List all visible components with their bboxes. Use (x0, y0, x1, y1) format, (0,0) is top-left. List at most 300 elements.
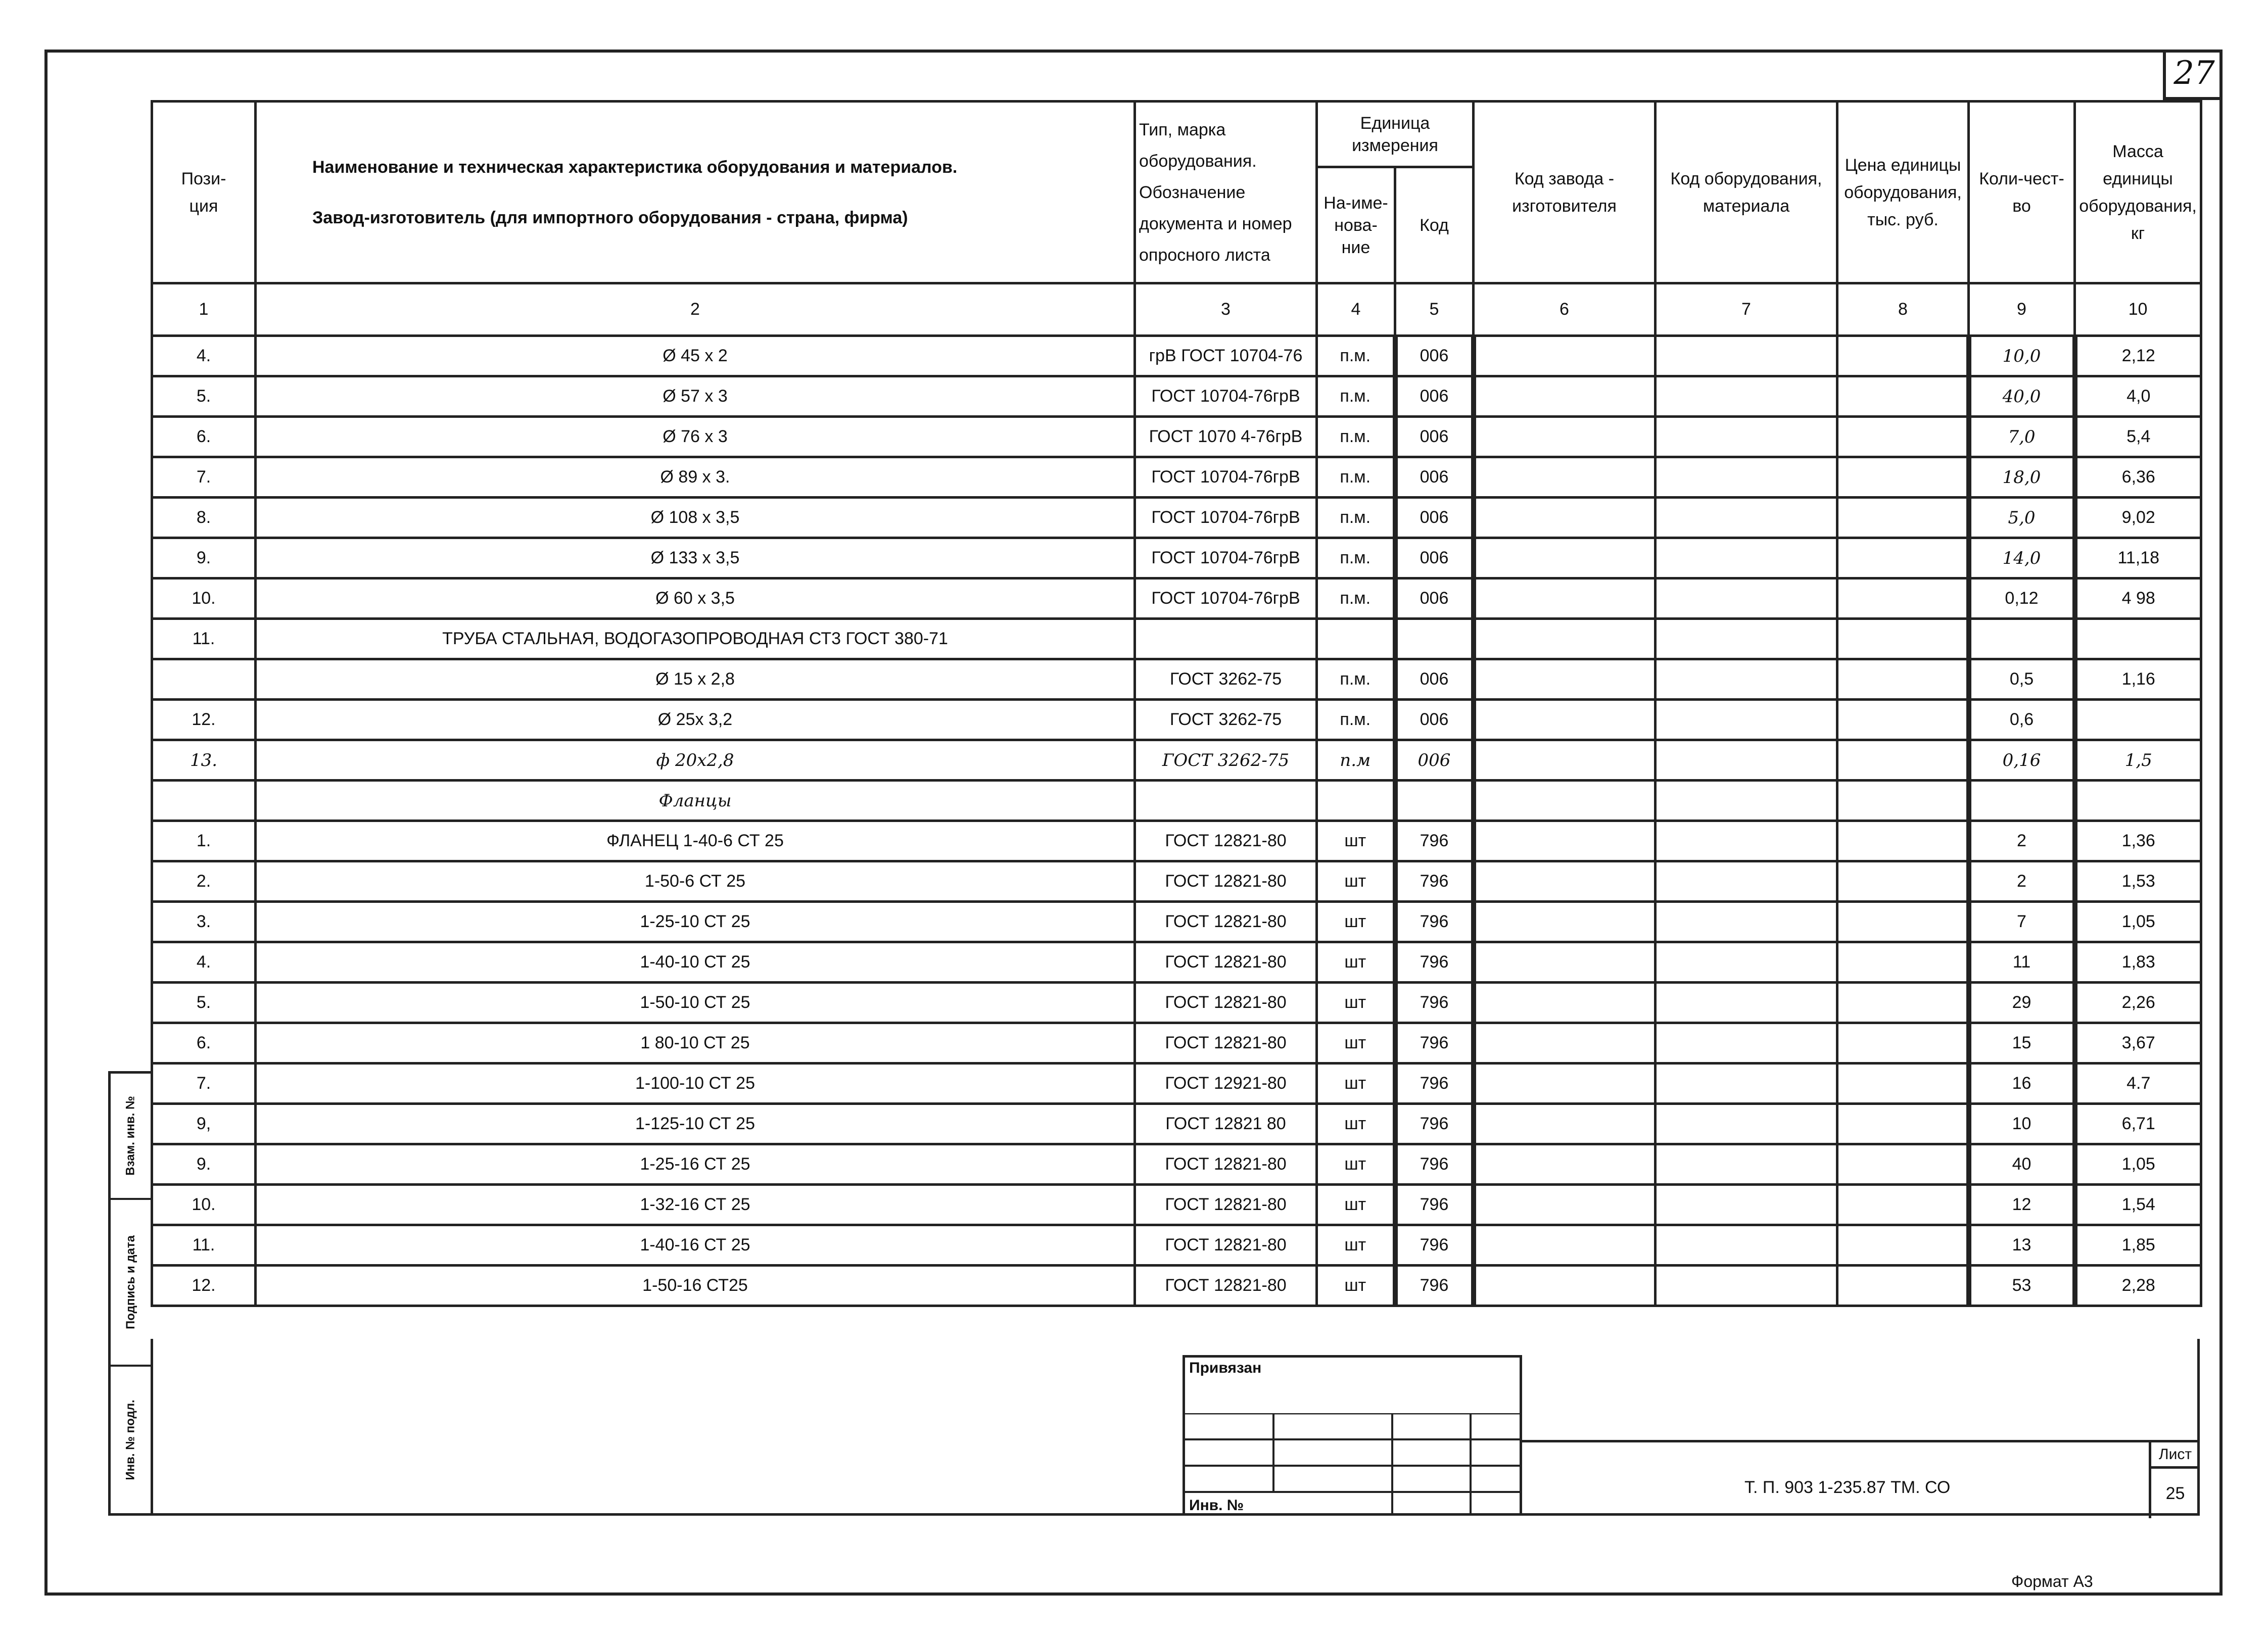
sheet-number: 25 (2149, 1469, 2199, 1518)
cell-name: 1-50-10 СТ 25 (256, 983, 1135, 1023)
cell-pos: 4. (152, 942, 256, 983)
cell-empty (1837, 376, 1969, 417)
cell-mass: 1,36 (2075, 821, 2201, 861)
table-row (152, 942, 2201, 983)
cell-unit (1317, 619, 1395, 659)
cell-code (1395, 781, 1474, 821)
cell-empty (1474, 902, 1656, 942)
cell-doc: ГОСТ 12821-80 (1135, 1144, 1317, 1185)
cell-code: 796 (1395, 942, 1474, 983)
cell-empty (1837, 1185, 1969, 1225)
cell-qty: 13 (1969, 1225, 2075, 1266)
cell-qty: 2 (1969, 861, 2075, 902)
header-unit: Единица измерения (1317, 102, 1474, 167)
table-row (152, 1266, 2201, 1306)
col-num: 3 (1135, 283, 1317, 336)
table-row (152, 902, 2201, 942)
cell-unit: п.м. (1317, 376, 1395, 417)
cell-name: ФЛАНЕЦ 1-40-6 СТ 25 (256, 821, 1135, 861)
cell-code (1395, 619, 1474, 659)
cell-unit: п.м. (1317, 498, 1395, 538)
cell-empty (1837, 700, 1969, 740)
cell-empty (1656, 417, 1837, 457)
cell-mass: 6,36 (2075, 457, 2201, 498)
header-unit-code: Код (1395, 167, 1474, 283)
cell-pos: 9. (152, 1144, 256, 1185)
cell-code: 006 (1395, 740, 1474, 781)
cell-code: 006 (1395, 498, 1474, 538)
cell-doc: ГОСТ 12821-80 (1135, 1225, 1317, 1266)
cell-empty (1656, 1185, 1837, 1225)
table-row (152, 700, 2201, 740)
cell-name: Ø 57 x 3 (256, 376, 1135, 417)
cell-unit: п.м (1317, 740, 1395, 781)
cell-unit: шт (1317, 861, 1395, 902)
cell-name: 1-25-10 СТ 25 (256, 902, 1135, 942)
cell-empty (1656, 659, 1837, 700)
cell-name: ф 20x2,8 (256, 740, 1135, 781)
cell-pos: 5. (152, 983, 256, 1023)
col-num: 2 (256, 283, 1135, 336)
cell-qty: 29 (1969, 983, 2075, 1023)
cell-pos: 7. (152, 457, 256, 498)
cell-pos: 1. (152, 821, 256, 861)
cell-unit: п.м. (1317, 659, 1395, 700)
cell-empty (1837, 1064, 1969, 1104)
col-num: 8 (1837, 283, 1969, 336)
cell-doc: ГОСТ 12821-80 (1135, 1185, 1317, 1225)
cell-name: Ø 25x 3,2 (256, 700, 1135, 740)
cell-code: 796 (1395, 1104, 1474, 1144)
cell-empty (1474, 578, 1656, 619)
table-row (152, 417, 2201, 457)
col-num: 5 (1395, 283, 1474, 336)
cell-pos: 4. (152, 336, 256, 376)
cell-mass: 4 98 (2075, 578, 2201, 619)
cell-empty (1837, 578, 1969, 619)
cell-empty (1474, 942, 1656, 983)
header-unit-name: На-име-нова-ние (1317, 167, 1395, 283)
table-row (152, 457, 2201, 498)
cell-empty (1474, 740, 1656, 781)
table-row (152, 1023, 2201, 1064)
cell-empty (1474, 821, 1656, 861)
cell-empty (1656, 1144, 1837, 1185)
table-row (152, 376, 2201, 417)
cell-unit: шт (1317, 942, 1395, 983)
cell-empty (1837, 1266, 1969, 1306)
cell-qty: 7,0 (1969, 417, 2075, 457)
cell-empty (1656, 578, 1837, 619)
cell-empty (1837, 417, 1969, 457)
cell-empty (1474, 376, 1656, 417)
cell-code: 006 (1395, 700, 1474, 740)
cell-doc: ГОСТ 10704-76грВ (1135, 457, 1317, 498)
cell-unit: шт (1317, 1266, 1395, 1306)
cell-name: 1-100-10 СТ 25 (256, 1064, 1135, 1104)
table-row (152, 336, 2201, 376)
cell-mass: 1,53 (2075, 861, 2201, 902)
cell-pos: 12. (152, 700, 256, 740)
cell-pos: 5. (152, 376, 256, 417)
cell-qty: 7 (1969, 902, 2075, 942)
cell-doc: ГОСТ 12821-80 (1135, 902, 1317, 942)
cell-pos: 11. (152, 619, 256, 659)
cell-empty (1837, 1225, 1969, 1266)
cell-qty: 0,16 (1969, 740, 2075, 781)
cell-empty (1837, 821, 1969, 861)
cell-pos (152, 659, 256, 700)
cell-empty (1474, 457, 1656, 498)
cell-empty (1656, 740, 1837, 781)
table-row (152, 538, 2201, 578)
cell-unit: шт (1317, 983, 1395, 1023)
cell-empty (1837, 1144, 1969, 1185)
cell-unit: п.м. (1317, 457, 1395, 498)
binding-stamp (1183, 1355, 1522, 1516)
cell-mass: 4.7 (2075, 1064, 2201, 1104)
cell-pos: 11. (152, 1225, 256, 1266)
cell-doc: ГОСТ 12821-80 (1135, 821, 1317, 861)
table-row (152, 861, 2201, 902)
cell-empty (1474, 1266, 1656, 1306)
cell-empty (1837, 861, 1969, 902)
table-row (152, 1104, 2201, 1144)
col-num: 9 (1969, 283, 2075, 336)
cell-empty (1656, 1064, 1837, 1104)
column-numbers-row (152, 283, 2201, 336)
cell-qty: 15 (1969, 1023, 2075, 1064)
cell-doc: ГОСТ 12821-80 (1135, 1023, 1317, 1064)
cell-doc: ГОСТ 10704-76грВ (1135, 538, 1317, 578)
cell-empty (1656, 902, 1837, 942)
sheet-label: Лист (2149, 1442, 2199, 1469)
cell-empty (1656, 376, 1837, 417)
cell-pos: 3. (152, 902, 256, 942)
cell-pos: 12. (152, 1266, 256, 1306)
cell-code: 796 (1395, 1064, 1474, 1104)
cell-mass: 6,71 (2075, 1104, 2201, 1144)
cell-qty: 2 (1969, 821, 2075, 861)
cell-empty (1656, 498, 1837, 538)
cell-name: 1-40-10 СТ 25 (256, 942, 1135, 983)
cell-mass: 1,05 (2075, 902, 2201, 942)
side-inv-replace: Взам. инв. № (111, 1074, 151, 1200)
cell-code: 006 (1395, 538, 1474, 578)
cell-empty (1656, 942, 1837, 983)
cell-empty (1474, 336, 1656, 376)
col-num: 4 (1317, 283, 1395, 336)
cell-qty (1969, 781, 2075, 821)
header-price: Цена единицы оборудования, тыс. руб. (1837, 102, 1969, 283)
cell-mass (2075, 700, 2201, 740)
cell-empty (1474, 417, 1656, 457)
col-num: 6 (1474, 283, 1656, 336)
cell-code: 006 (1395, 336, 1474, 376)
header-qty: Коли-чест-во (1969, 102, 2075, 283)
cell-empty (1837, 740, 1969, 781)
cell-code: 006 (1395, 659, 1474, 700)
cell-empty (1656, 983, 1837, 1023)
cell-mass: 2,28 (2075, 1266, 2201, 1306)
cell-empty (1474, 1064, 1656, 1104)
cell-doc: ГОСТ 10704-76грВ (1135, 376, 1317, 417)
cell-pos: 2. (152, 861, 256, 902)
cell-code: 006 (1395, 376, 1474, 417)
cell-empty (1837, 619, 1969, 659)
cell-name: Фланцы (256, 781, 1135, 821)
cell-doc: ГОСТ 1070 4-76грВ (1135, 417, 1317, 457)
cell-doc: ГОСТ 12921-80 (1135, 1064, 1317, 1104)
cell-mass: 2,12 (2075, 336, 2201, 376)
cell-empty (1837, 457, 1969, 498)
cell-empty (1474, 538, 1656, 578)
cell-mass (2075, 619, 2201, 659)
cell-pos (152, 781, 256, 821)
document-code: Т. П. 903 1-235.87 ТМ. СО (1744, 1478, 1951, 1497)
cell-empty (1474, 861, 1656, 902)
cell-pos: 6. (152, 1023, 256, 1064)
cell-empty (1474, 498, 1656, 538)
cell-unit: шт (1317, 1104, 1395, 1144)
cell-pos: 6. (152, 417, 256, 457)
cell-mass: 1,16 (2075, 659, 2201, 700)
header-equip-code: Код оборудования, материала (1656, 102, 1837, 283)
cell-pos: 10. (152, 1185, 256, 1225)
cell-empty (1656, 821, 1837, 861)
cell-pos: 7. (152, 1064, 256, 1104)
cell-doc (1135, 619, 1317, 659)
cell-empty (1837, 781, 1969, 821)
cell-name: Ø 60 x 3,5 (256, 578, 1135, 619)
cell-qty: 0,6 (1969, 700, 2075, 740)
cell-empty (1656, 1225, 1837, 1266)
cell-qty: 12 (1969, 1185, 2075, 1225)
cell-doc: ГОСТ 12821-80 (1135, 942, 1317, 983)
cell-name: Ø 15 x 2,8 (256, 659, 1135, 700)
cell-empty (1474, 781, 1656, 821)
cell-doc: грВ ГОСТ 10704-76 (1135, 336, 1317, 376)
cell-doc: ГОСТ 3262-75 (1135, 659, 1317, 700)
header-type: Тип, марка оборудования. Обозначение документа и номер опросного листа (1135, 102, 1317, 283)
cell-qty: 53 (1969, 1266, 2075, 1306)
stamp-title: Привязан (1189, 1360, 1262, 1376)
cell-name: 1-32-16 СТ 25 (256, 1185, 1135, 1225)
table-row (152, 1185, 2201, 1225)
cell-qty: 0,12 (1969, 578, 2075, 619)
table-row (152, 821, 2201, 861)
cell-name: 1-40-16 СТ 25 (256, 1225, 1135, 1266)
cell-name: 1-50-16 СТ25 (256, 1266, 1135, 1306)
specification-table (151, 100, 2202, 1307)
col-num: 1 (152, 283, 256, 336)
cell-doc: ГОСТ 3262-75 (1135, 700, 1317, 740)
cell-empty (1474, 1144, 1656, 1185)
cell-doc: ГОСТ 10704-76грВ (1135, 498, 1317, 538)
header-name: Наименование и техническая характеристика оборудования и материалов. Завод-изготовитель (для импортного оборудования - страна, фирма) (256, 102, 1135, 283)
cell-qty: 40,0 (1969, 376, 2075, 417)
cell-doc: ГОСТ 10704-76грВ (1135, 578, 1317, 619)
cell-name: 1 80-10 СТ 25 (256, 1023, 1135, 1064)
cell-empty (1656, 1104, 1837, 1144)
cell-mass: 4,0 (2075, 376, 2201, 417)
table-row (152, 619, 2201, 659)
cell-unit: шт (1317, 902, 1395, 942)
cell-mass: 1,05 (2075, 1144, 2201, 1185)
cell-empty (1656, 336, 1837, 376)
cell-doc: ГОСТ 3262-75 (1135, 740, 1317, 781)
cell-mass (2075, 781, 2201, 821)
cell-empty (1656, 1266, 1837, 1306)
cell-code: 796 (1395, 821, 1474, 861)
cell-mass: 1,54 (2075, 1185, 2201, 1225)
cell-empty (1474, 619, 1656, 659)
cell-mass: 5,4 (2075, 417, 2201, 457)
cell-unit: шт (1317, 821, 1395, 861)
cell-name: Ø 108 x 3,5 (256, 498, 1135, 538)
table-row (152, 781, 2201, 821)
cell-empty (1474, 983, 1656, 1023)
cell-empty (1837, 902, 1969, 942)
cell-name: Ø 45 x 2 (256, 336, 1135, 376)
header-row (152, 102, 2201, 167)
cell-qty: 5,0 (1969, 498, 2075, 538)
cell-empty (1474, 700, 1656, 740)
cell-code: 006 (1395, 417, 1474, 457)
cell-unit: п.м. (1317, 700, 1395, 740)
cell-empty (1837, 538, 1969, 578)
cell-empty (1656, 538, 1837, 578)
cell-qty: 16 (1969, 1064, 2075, 1104)
cell-empty (1656, 457, 1837, 498)
cell-empty (1656, 781, 1837, 821)
cell-name: ТРУБА СТАЛЬНАЯ, ВОДОГАЗОПРОВОДНАЯ СТ3 ГОСТ 380-71 (256, 619, 1135, 659)
cell-name: 1-50-6 СТ 25 (256, 861, 1135, 902)
cell-code: 796 (1395, 1144, 1474, 1185)
table-row (152, 578, 2201, 619)
cell-unit: п.м. (1317, 336, 1395, 376)
cell-mass: 9,02 (2075, 498, 2201, 538)
cell-code: 796 (1395, 1023, 1474, 1064)
cell-empty (1837, 498, 1969, 538)
cell-qty: 40 (1969, 1144, 2075, 1185)
cell-qty: 14,0 (1969, 538, 2075, 578)
col-num: 7 (1656, 283, 1837, 336)
cell-qty: 10,0 (1969, 336, 2075, 376)
cell-empty (1656, 1023, 1837, 1064)
cell-unit: п.м. (1317, 578, 1395, 619)
cell-empty (1656, 700, 1837, 740)
cell-empty (1656, 619, 1837, 659)
cell-doc: ГОСТ 12821 80 (1135, 1104, 1317, 1144)
table-row (152, 1064, 2201, 1104)
cell-name: Ø 76 x 3 (256, 417, 1135, 457)
cell-empty (1837, 942, 1969, 983)
cell-unit: шт (1317, 1225, 1395, 1266)
cell-qty: 10 (1969, 1104, 2075, 1144)
cell-doc (1135, 781, 1317, 821)
cell-pos: 9. (152, 538, 256, 578)
cell-unit: п.м. (1317, 417, 1395, 457)
table-row (152, 498, 2201, 538)
side-inv-orig: Инв. № подл. (123, 1399, 137, 1480)
table-row (152, 983, 2201, 1023)
format-label: Формат А3 (2011, 1572, 2093, 1590)
col-num: 10 (2075, 283, 2201, 336)
cell-doc: ГОСТ 12821-80 (1135, 983, 1317, 1023)
cell-mass: 1,83 (2075, 942, 2201, 983)
cell-empty (1474, 1104, 1656, 1144)
cell-empty (1837, 659, 1969, 700)
cell-name: 1-25-16 СТ 25 (256, 1144, 1135, 1185)
cell-code: 796 (1395, 1225, 1474, 1266)
cell-name: 1-125-10 СТ 25 (256, 1104, 1135, 1144)
cell-code: 796 (1395, 902, 1474, 942)
cell-empty (1656, 861, 1837, 902)
cell-unit: шт (1317, 1023, 1395, 1064)
cell-unit: шт (1317, 1144, 1395, 1185)
cell-empty (1474, 659, 1656, 700)
cell-empty (1474, 1185, 1656, 1225)
table-row (152, 1144, 2201, 1185)
cell-code: 796 (1395, 861, 1474, 902)
cell-unit: шт (1317, 1064, 1395, 1104)
header-pos: Пози- ция (152, 102, 256, 283)
page-number: 27 (2163, 50, 2223, 100)
cell-pos: 9, (152, 1104, 256, 1144)
cell-code: 796 (1395, 1266, 1474, 1306)
header-plant-code: Код завода - изготовителя (1474, 102, 1656, 283)
title-block (1522, 1440, 2199, 1516)
cell-code: 796 (1395, 1185, 1474, 1225)
stamp-inv-label: Инв. № (1189, 1497, 1244, 1514)
cell-qty (1969, 619, 2075, 659)
cell-unit (1317, 781, 1395, 821)
cell-empty (1474, 1023, 1656, 1064)
cell-pos: 8. (152, 498, 256, 538)
cell-mass: 11,18 (2075, 538, 2201, 578)
header-mass: Масса единицы оборудования, кг (2075, 102, 2201, 283)
cell-qty: 0,5 (1969, 659, 2075, 700)
cell-empty (1837, 983, 1969, 1023)
cell-empty (1837, 336, 1969, 376)
cell-qty: 18,0 (1969, 457, 2075, 498)
cell-qty: 11 (1969, 942, 2075, 983)
cell-empty (1474, 1225, 1656, 1266)
cell-mass: 3,67 (2075, 1023, 2201, 1064)
cell-doc: ГОСТ 12821-80 (1135, 861, 1317, 902)
cell-name: Ø 89 x 3. (256, 457, 1135, 498)
cell-code: 006 (1395, 457, 1474, 498)
side-strip (108, 1071, 151, 1516)
cell-mass: 2,26 (2075, 983, 2201, 1023)
cell-unit: п.м. (1317, 538, 1395, 578)
cell-code: 006 (1395, 578, 1474, 619)
cell-mass: 1,5 (2075, 740, 2201, 781)
table-row (152, 659, 2201, 700)
cell-empty (1837, 1023, 1969, 1064)
cell-pos: 13. (152, 740, 256, 781)
cell-code: 796 (1395, 983, 1474, 1023)
cell-pos: 10. (152, 578, 256, 619)
cell-doc: ГОСТ 12821-80 (1135, 1266, 1317, 1306)
cell-mass: 1,85 (2075, 1225, 2201, 1266)
cell-name: Ø 133 x 3,5 (256, 538, 1135, 578)
table-row (152, 1225, 2201, 1266)
table-row (152, 740, 2201, 781)
cell-empty (1837, 1104, 1969, 1144)
cell-unit: шт (1317, 1185, 1395, 1225)
